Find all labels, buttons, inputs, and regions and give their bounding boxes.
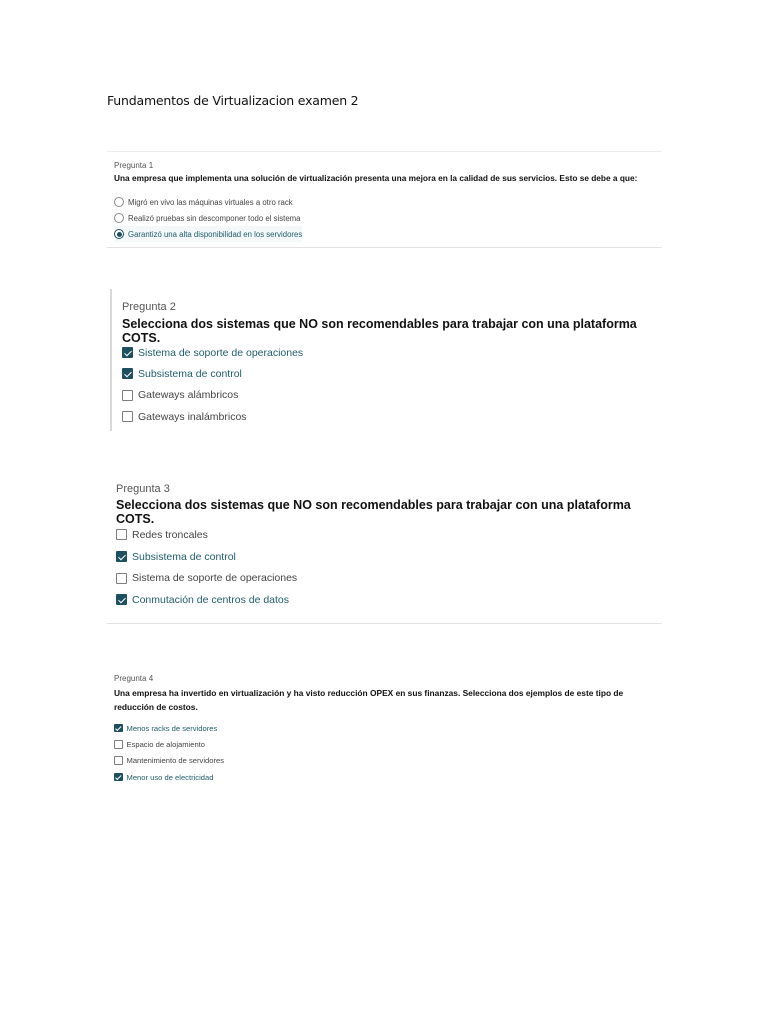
question-4-option-1[interactable] [114, 720, 224, 736]
option-label: Sistema de soporte de operaciones [132, 572, 298, 585]
question-2-options [122, 342, 303, 427]
option-label: Realizó pruebas sin descomponer todo el sistema [128, 213, 301, 223]
question-2-option-3[interactable] [122, 385, 303, 406]
option-label: Mantenimiento de servidores [126, 756, 225, 766]
question-3-card [107, 472, 662, 624]
option-label: Menos racks de servidores [126, 723, 218, 733]
checkbox-checked[interactable] [114, 724, 123, 733]
option-label: Sistema de soporte de operaciones [138, 346, 304, 359]
question-3-option-4[interactable] [116, 589, 297, 611]
checkbox-checked[interactable] [114, 773, 123, 782]
question-1-option-3[interactable] [114, 226, 302, 242]
option-label: Conmutación de centros de datos [132, 593, 290, 606]
question-1-options [114, 194, 302, 242]
question-3-option-2[interactable] [116, 546, 297, 568]
question-2-option-2[interactable] [122, 363, 303, 384]
option-label: Redes troncales [132, 528, 208, 541]
question-2-option-1[interactable] [122, 342, 303, 363]
question-3-option-3[interactable] [116, 567, 297, 589]
question-2-text: Selecciona dos sistemas que NO son recomendables para trabajar con una plataforma COTS. [122, 317, 637, 345]
checkbox[interactable] [122, 411, 133, 422]
question-3-label: Pregunta 3 [116, 483, 170, 495]
option-label: Garantizó una alta disponibilidad en los servidores [128, 229, 303, 239]
checkbox-checked[interactable] [116, 551, 127, 562]
option-label: Gateways inalámbricos [138, 410, 247, 423]
question-4-label: Pregunta 4 [114, 674, 154, 683]
question-1-card [107, 151, 662, 248]
question-1-option-2[interactable] [114, 210, 302, 226]
question-3-text: Selecciona dos sistemas que NO son recomendables para trabajar con una plataforma COTS. [116, 498, 631, 526]
question-2-card [110, 289, 655, 431]
checkbox[interactable] [114, 756, 123, 765]
question-2-option-4[interactable] [122, 406, 303, 427]
question-4-text: Una empresa ha invertido en virtualización y ha visto reducción OPEX en sus finanzas. Selecciona dos ejemplos de este tipo de reducción de costos. [114, 688, 624, 712]
radio-button[interactable] [114, 213, 124, 223]
radio-button[interactable] [114, 197, 124, 207]
question-4-option-4[interactable] [114, 769, 224, 785]
question-1-text: Una empresa que implementa una solución de virtualización presenta una mejora en la calidad de sus servicios. Esto se debe a que: [114, 173, 638, 183]
question-1-option-1[interactable] [114, 194, 302, 210]
question-1-label: Pregunta 1 [114, 161, 154, 170]
checkbox[interactable] [114, 740, 123, 749]
question-4-card [107, 668, 662, 790]
question-4-option-2[interactable] [114, 736, 224, 752]
checkbox[interactable] [116, 573, 127, 584]
question-4-options [114, 720, 224, 785]
document-title: Fundamentos de Virtualizacion examen 2 [107, 93, 359, 108]
checkbox[interactable] [116, 529, 127, 540]
checkbox[interactable] [122, 390, 133, 401]
option-label: Espacio de alojamiento [126, 739, 206, 749]
option-label: Menor uso de electricidad [126, 772, 214, 782]
question-3-option-1[interactable] [116, 524, 297, 546]
option-label: Subsistema de control [132, 550, 236, 563]
checkbox-checked[interactable] [116, 594, 127, 605]
option-label: Migró en vivo las máquinas virtuales a otro rack [128, 197, 293, 207]
question-2-label: Pregunta 2 [122, 301, 176, 313]
checkbox-checked[interactable] [122, 347, 133, 358]
option-label: Gateways alámbricos [138, 389, 239, 402]
question-3-options [116, 524, 297, 611]
option-label: Subsistema de control [138, 367, 242, 380]
question-4-option-3[interactable] [114, 753, 224, 769]
checkbox-checked[interactable] [122, 368, 133, 379]
radio-button-selected[interactable] [114, 229, 124, 239]
